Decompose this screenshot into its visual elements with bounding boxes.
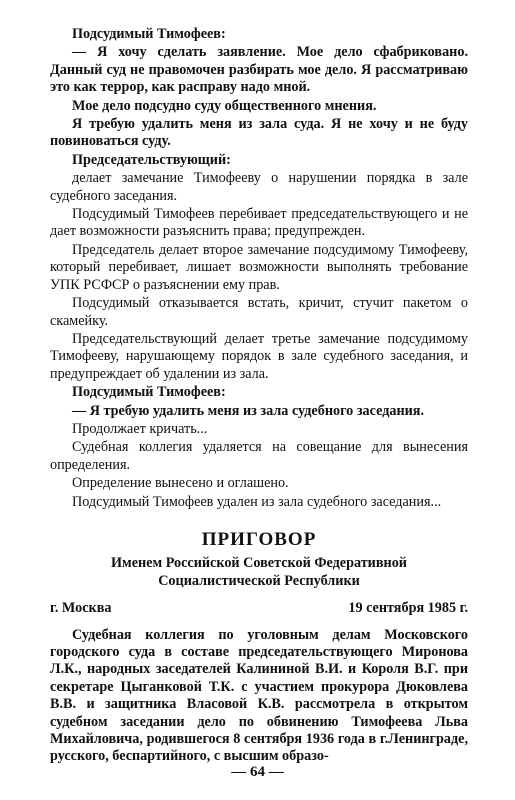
proceedings-paragraph: Подсудимый Тимофеев перебивает председательствующего и не дает возможности разъяснить права; предупрежден. [50,206,468,240]
proceedings-paragraph: Председатель делает второе замечание подсудимому Тимофееву, который перебивает, лишает возможности выполнять требование УПК РСФСР о разъяснении ему прав. [50,241,468,293]
proceedings-paragraph: Подсудимый Тимофеев: [72,26,226,42]
verdict-city: г. Москва [50,600,112,617]
verdict-title: ПРИГОВОР [201,528,317,550]
proceedings-paragraph: Я требую удалить меня из зала суда. Я не хочу и не буду повиноваться суду. [50,116,468,150]
proceedings-paragraph: Определение вынесено и оглашено. [72,475,289,492]
proceedings-paragraph: Мое дело подсудно суду общественного мнения. [72,97,377,114]
court-proceedings [50,26,468,511]
verdict-subtitle-line-2: Социалистической Республики [158,572,360,589]
proceedings-paragraph: Подсудимый Тимофеев: [72,384,226,401]
proceedings-paragraph: Председательствующий: [72,151,231,168]
proceedings-paragraph: Продолжает кричать... [72,420,208,437]
proceedings-paragraph: — Я требую удалить меня из зала судебного заседания. [72,402,425,419]
verdict-subtitle-line-1: Именем Российской Советской Федеративной [111,555,407,572]
proceedings-paragraph: Подсудимый отказывается встать, кричит, стучит пакетом о скамейку. [50,295,468,329]
verdict-dateline [50,600,468,617]
page-number: — 64 — [231,764,284,780]
verdict-body: Судебная коллегия по уголовным делам Московского городского суда в составе председательствующего Миронова Л.К., народных заседателей Калининой В.И. и Короля В.Г. при секретаре Цыганковой Т.К. с участием прокурора Дюковлева В.В. и защитника Власовой К.В. рассмотрела в открытом судебном заседании дело по обвинению Тимофеева Льва Михайловича, родившегося 8 сентября 1936 года в г.Ленинграде, русского, беспартийного, с высшим образо- [50,626,468,765]
proceedings-paragraph: Подсудимый Тимофеев удален из зала судебного заседания... [72,493,442,510]
proceedings-paragraph: — Я хочу сделать заявление. Мое дело сфабриковано. Данный суд не правомочен разбирать мое дело. Я рассматриваю это как террор, как расправу надо мной. [50,44,468,96]
verdict-date: 19 сентября 1985 г. [348,600,468,617]
proceedings-paragraph: делает замечание Тимофееву о нарушении порядка в зале судебного заседания. [50,170,468,204]
text-column [50,26,468,767]
proceedings-paragraph: Судебная коллегия удаляется на совещание для вынесения определения. [50,439,468,473]
proceedings-paragraph: Председательствующий делает третье замечание подсудимому Тимофееву, нарушающему порядок в зале судебного заседания, и предупреждает об удалении из зала. [50,330,468,382]
